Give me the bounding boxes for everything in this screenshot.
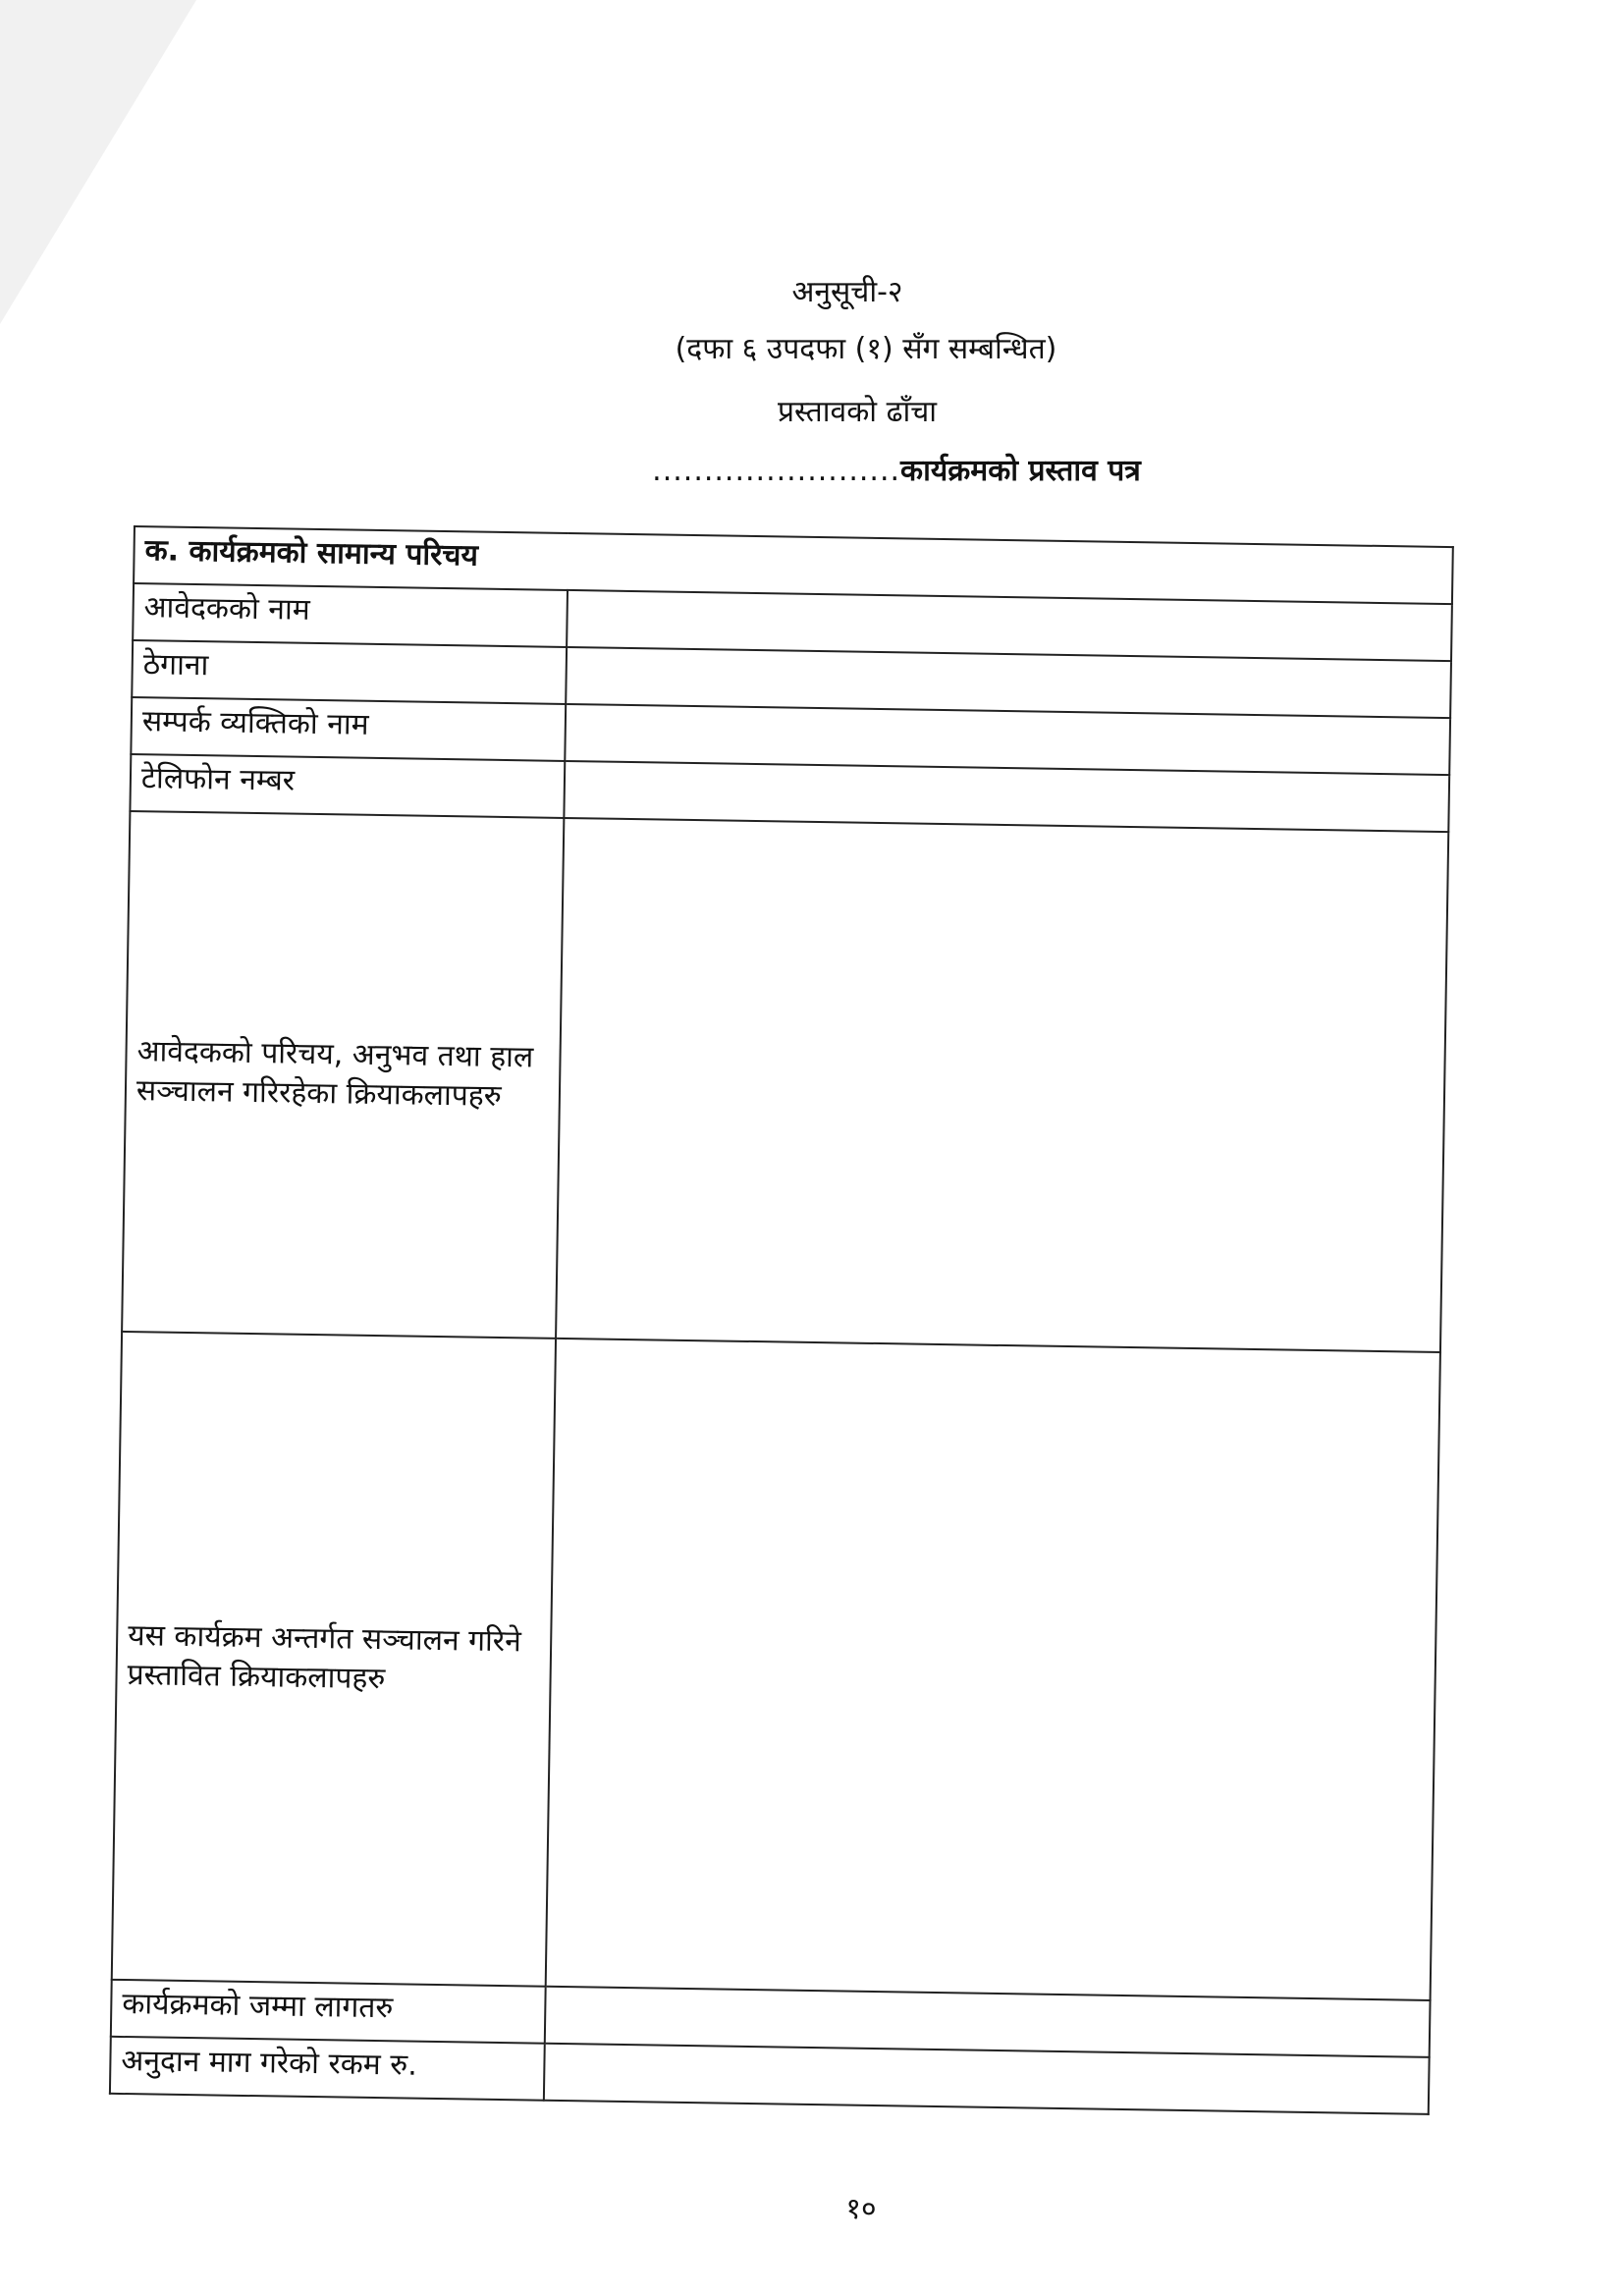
section-heading: क. कार्यक्रमको सामान्य परिचय bbox=[134, 526, 1453, 604]
proposal-title: कार्यक्रमको प्रस्ताव पत्र bbox=[900, 454, 1141, 488]
total-cost-label: कार्यक्रमको जम्मा लागतरु bbox=[111, 1980, 546, 2044]
grant-requested-label: अनुदान माग गरेको रकम रु. bbox=[110, 2037, 545, 2101]
section-reference: (दफा ६ उपदफा (१) सँग सम्बन्धित) bbox=[675, 332, 1057, 366]
proposal-form-table bbox=[109, 525, 1454, 2115]
schedule-label: अनुसूची-२ bbox=[791, 275, 903, 309]
fill-in-dots: ........................ bbox=[652, 454, 901, 488]
table-row bbox=[112, 1332, 1440, 2000]
contact-person-label: सम्पर्क व्यक्तिको नाम bbox=[131, 697, 566, 761]
table-row bbox=[122, 811, 1448, 1352]
proposal-title-line bbox=[84, 452, 1624, 491]
applicant-introduction-label: आवेदकको परिचय, अनुभव तथा हाल सञ्चालन गरिरहेका क्रियाकलापहरु bbox=[122, 811, 564, 1339]
applicant-introduction-field[interactable] bbox=[556, 818, 1448, 1352]
page-number: १० bbox=[845, 2192, 877, 2226]
address-label: ठेगाना bbox=[132, 640, 567, 704]
proposed-activities-field[interactable] bbox=[546, 1339, 1440, 2000]
telephone-label: टेलिफोन नम्बर bbox=[130, 754, 565, 818]
proposed-activities-label: यस कार्यक्रम अन्तर्गत सञ्चालन गरिने प्रस्तावित क्रियाकलापहरु bbox=[112, 1332, 556, 1987]
form-title: प्रस्तावको ढाँचा bbox=[777, 395, 938, 429]
applicant-name-label: आवेदकको नाम bbox=[133, 583, 568, 647]
